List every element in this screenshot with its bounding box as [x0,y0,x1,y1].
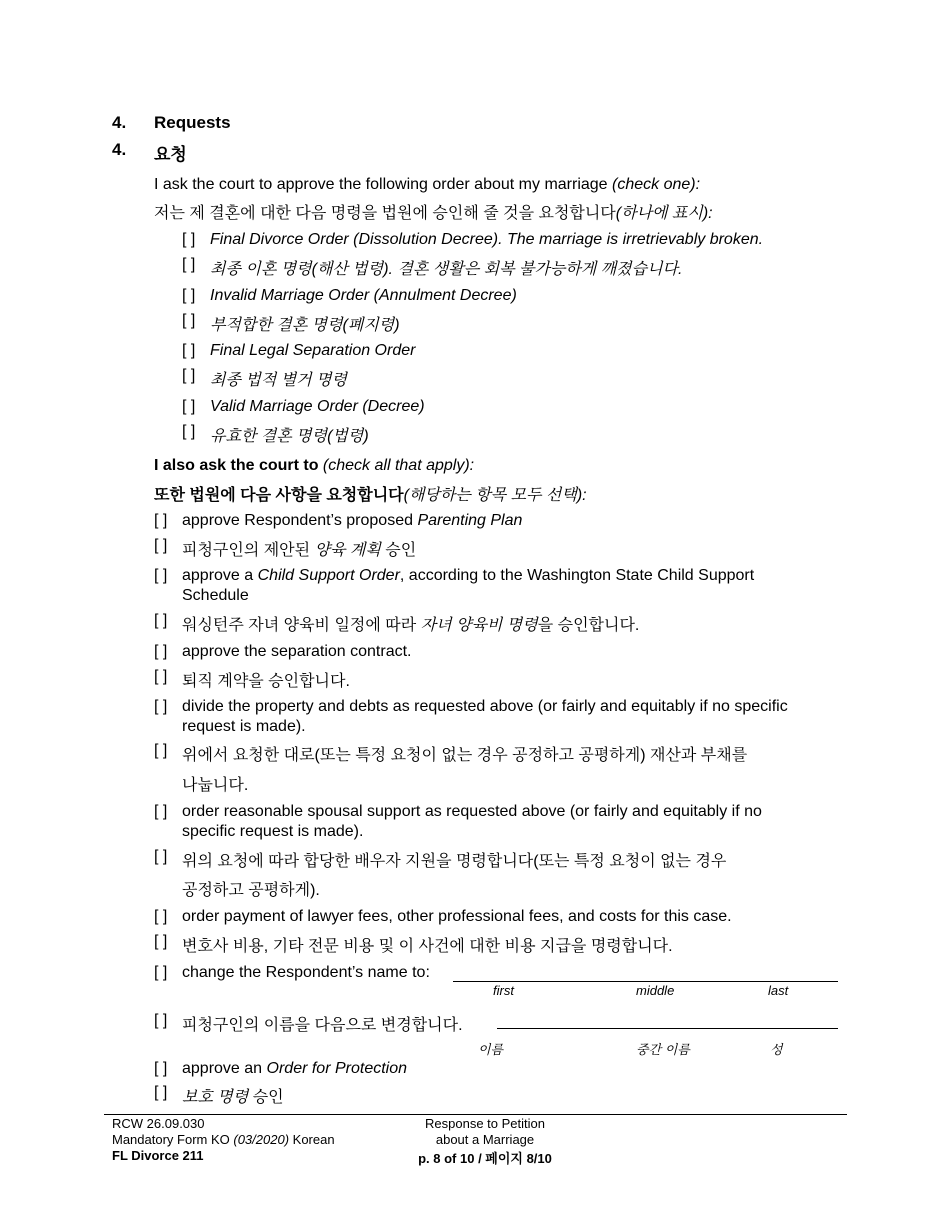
section-title: Requests [154,113,231,132]
also-heading-ko: 또한 법원에 다음 사항을 요청합니다(해당하는 항목 모두 선택): [154,487,587,504]
order-checkbox[interactable]: [ ] [182,398,196,415]
name-last-label-ko: 성 [770,1042,783,1057]
request-checkbox[interactable]: [ ] [154,643,168,660]
name-input-line[interactable] [453,981,838,982]
request-checkbox[interactable]: [ ] [154,1012,168,1029]
intro-text-ko: 저는 제 결혼에 대한 다음 명령을 법원에 승인해 줄 것을 요청합니다(하나에 표시): [154,205,713,222]
request-checkbox[interactable]: [ ] [154,848,168,865]
order-option: Invalid Marriage Order (Annulment Decree) [210,287,517,304]
request-checkbox[interactable]: [ ] [154,1060,168,1077]
request-checkbox[interactable]: [ ] [154,803,168,820]
section-number-ko: 4. [112,140,127,159]
request-parenting-plan-ko: 피청구인의 제안된 양육 계획 승인 [182,542,417,559]
name-input-line-ko[interactable] [497,1028,838,1029]
request-name-change-ko: 피청구인의 이름을 다음으로 변경합니다. [182,1017,463,1034]
request-checkbox[interactable]: [ ] [154,698,168,715]
order-option: Final Divorce Order (Dissolution Decree). The marriage is irretrievably broken. [210,231,764,248]
order-option-ko: 부적합한 결혼 명령(폐지령) [210,317,400,334]
request-protection: approve an Order for Protection [182,1060,408,1077]
also-heading: I also ask the court to (check all that apply): [154,457,475,474]
request-separation: approve the separation contract. [182,643,412,660]
request-property-cont: request is made). [182,718,306,735]
footer-center: Response to Petition about a Marriage p. 8 of 10 / 페이지 8/10 [418,1116,552,1166]
request-checkbox[interactable]: [ ] [154,933,168,950]
request-spousal-support-cont: specific request is made). [182,823,364,840]
order-checkbox[interactable]: [ ] [182,231,196,248]
request-spousal-support: order reasonable spousal support as requested above (or fairly and equitably if no [182,803,762,820]
request-child-support: approve a Child Support Order, according to the Washington State Child Support [182,567,755,584]
name-first-label-ko: 이름 [478,1042,504,1057]
order-option-ko: 유효한 결혼 명령(법령) [210,428,369,445]
request-property-ko: 위에서 요청한 대로(또는 특정 요청이 없는 경우 공정하고 공평하게) 재산과 부채를 [182,747,748,764]
footer-divider [104,1114,847,1115]
request-property: divide the property and debts as requested above (or fairly and equitably if no specific [182,698,788,715]
request-fees-ko: 변호사 비용, 기타 전문 비용 및 이 사건에 대한 비용 지급을 명령합니다. [182,938,673,955]
order-option-ko: 최종 이혼 명령(해산 법령). 결혼 생활은 회복 불가능하게 깨졌습니다. [210,261,683,278]
order-option-ko: 최종 법적 별거 명령 [210,372,347,389]
request-checkbox[interactable]: [ ] [154,1084,168,1101]
request-protection-ko: 보호 명령 승인 [182,1089,284,1106]
request-child-support-ko: 워싱턴주 자녀 양육비 일정에 따라 자녀 양육비 명령을 승인합니다. [182,617,640,634]
footer-left: RCW 26.09.030 Mandatory Form KO (03/2020) Korean FL Divorce 211 [112,1116,335,1163]
section-title-ko: 요청 [154,145,187,164]
order-checkbox[interactable]: [ ] [182,312,196,329]
order-option: Valid Marriage Order (Decree) [210,398,425,415]
request-checkbox[interactable]: [ ] [154,512,168,529]
request-child-support-cont: Schedule [182,587,249,604]
name-middle-label: middle [636,983,675,998]
intro-text: I ask the court to approve the following order about my marriage (check one): [154,176,701,193]
name-last-label: last [768,983,789,998]
order-checkbox[interactable]: [ ] [182,367,196,384]
request-checkbox[interactable]: [ ] [154,668,168,685]
order-checkbox[interactable]: [ ] [182,342,196,359]
request-spousal-support-ko: 위의 요청에 따라 합당한 배우자 지원을 명령합니다(또는 특정 요청이 없는 경우 [182,853,727,870]
request-checkbox[interactable]: [ ] [154,612,168,629]
order-checkbox[interactable]: [ ] [182,256,196,273]
request-checkbox[interactable]: [ ] [154,964,168,981]
request-property-ko-cont: 나눕니다. [182,777,249,794]
request-checkbox[interactable]: [ ] [154,908,168,925]
section-number: 4. [112,113,127,132]
order-checkbox[interactable]: [ ] [182,423,196,440]
order-checkbox[interactable]: [ ] [182,287,196,304]
order-option: Final Legal Separation Order [210,342,416,359]
request-name-change: change the Respondent’s name to: [182,964,430,981]
request-checkbox[interactable]: [ ] [154,742,168,759]
request-parenting-plan: approve Respondent’s proposed Parenting Plan [182,512,523,529]
request-checkbox[interactable]: [ ] [154,537,168,554]
name-first-label: first [493,983,514,998]
request-separation-ko: 퇴직 계약을 승인합니다. [182,673,350,690]
name-middle-label-ko: 중간 이름 [636,1042,690,1057]
request-checkbox[interactable]: [ ] [154,567,168,584]
request-fees: order payment of lawyer fees, other professional fees, and costs for this case. [182,908,732,925]
request-spousal-support-ko-cont: 공정하고 공평하게). [182,882,320,899]
